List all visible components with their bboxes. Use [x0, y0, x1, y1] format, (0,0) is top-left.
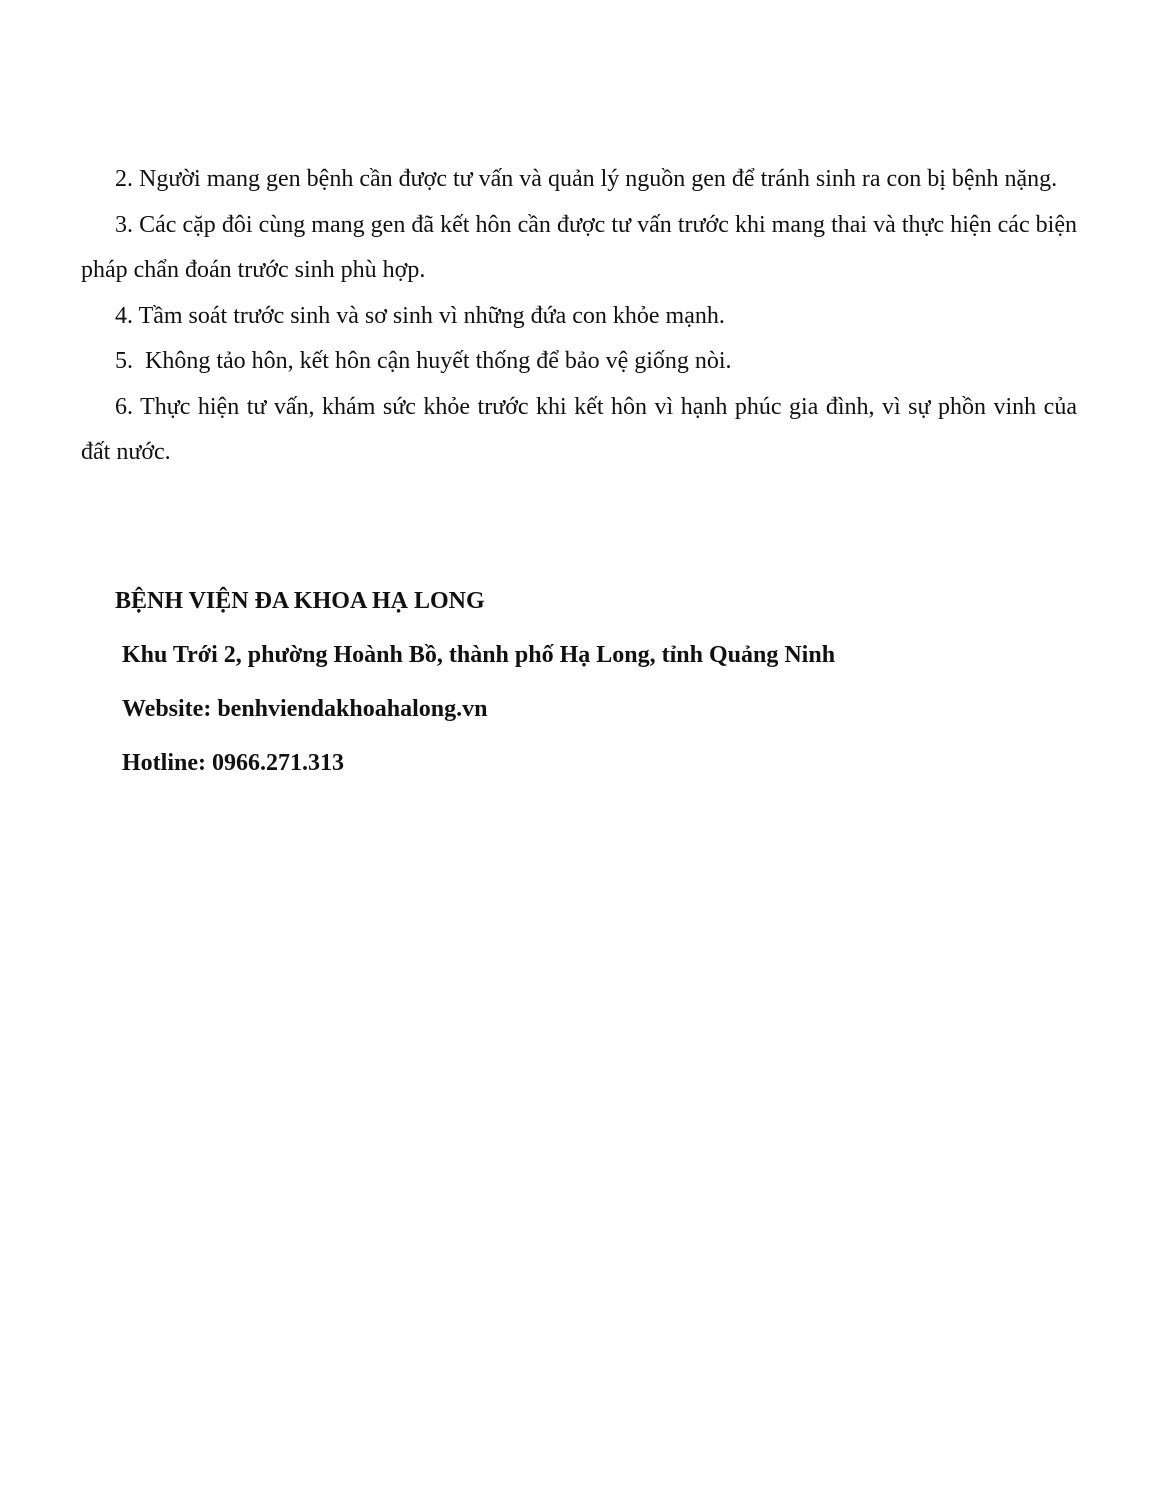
contact-block: [115, 574, 1015, 790]
paragraph-item-6: 6. Thực hiện tư vấn, khám sức khỏe trước khi kết hôn vì hạnh phúc gia đình, vì sự phồn vinh của đất nước.: [81, 393, 1077, 465]
hospital-website: Website: benhviendakhoahalong.vn: [122, 696, 488, 722]
document-body: [81, 157, 1077, 476]
hospital-address: Khu Trới 2, phường Hoành Bồ, thành phố Hạ Long, tỉnh Quảng Ninh: [122, 642, 836, 668]
paragraph-item-4: 4. Tầm soát trước sinh và sơ sinh vì những đứa con khỏe mạnh.: [115, 302, 725, 329]
hospital-name: BỆNH VIỆN ĐA KHOA HẠ LONG: [115, 588, 485, 614]
hospital-hotline: Hotline: 0966.271.313: [122, 750, 344, 776]
paragraph-item-2: 2. Người mang gen bệnh cần được tư vấn và quản lý nguồn gen để tránh sinh ra con bị bệnh nặng.: [115, 166, 1058, 192]
paragraph-item-3: 3. Các cặp đôi cùng mang gen đã kết hôn cần được tư vấn trước khi mang thai và thực hiện các biện pháp chẩn đoán trước sinh phù hợp.: [81, 211, 1077, 283]
paragraph-item-5: 5. Không tảo hôn, kết hôn cận huyết thống để bảo vệ giống nòi.: [115, 348, 732, 374]
